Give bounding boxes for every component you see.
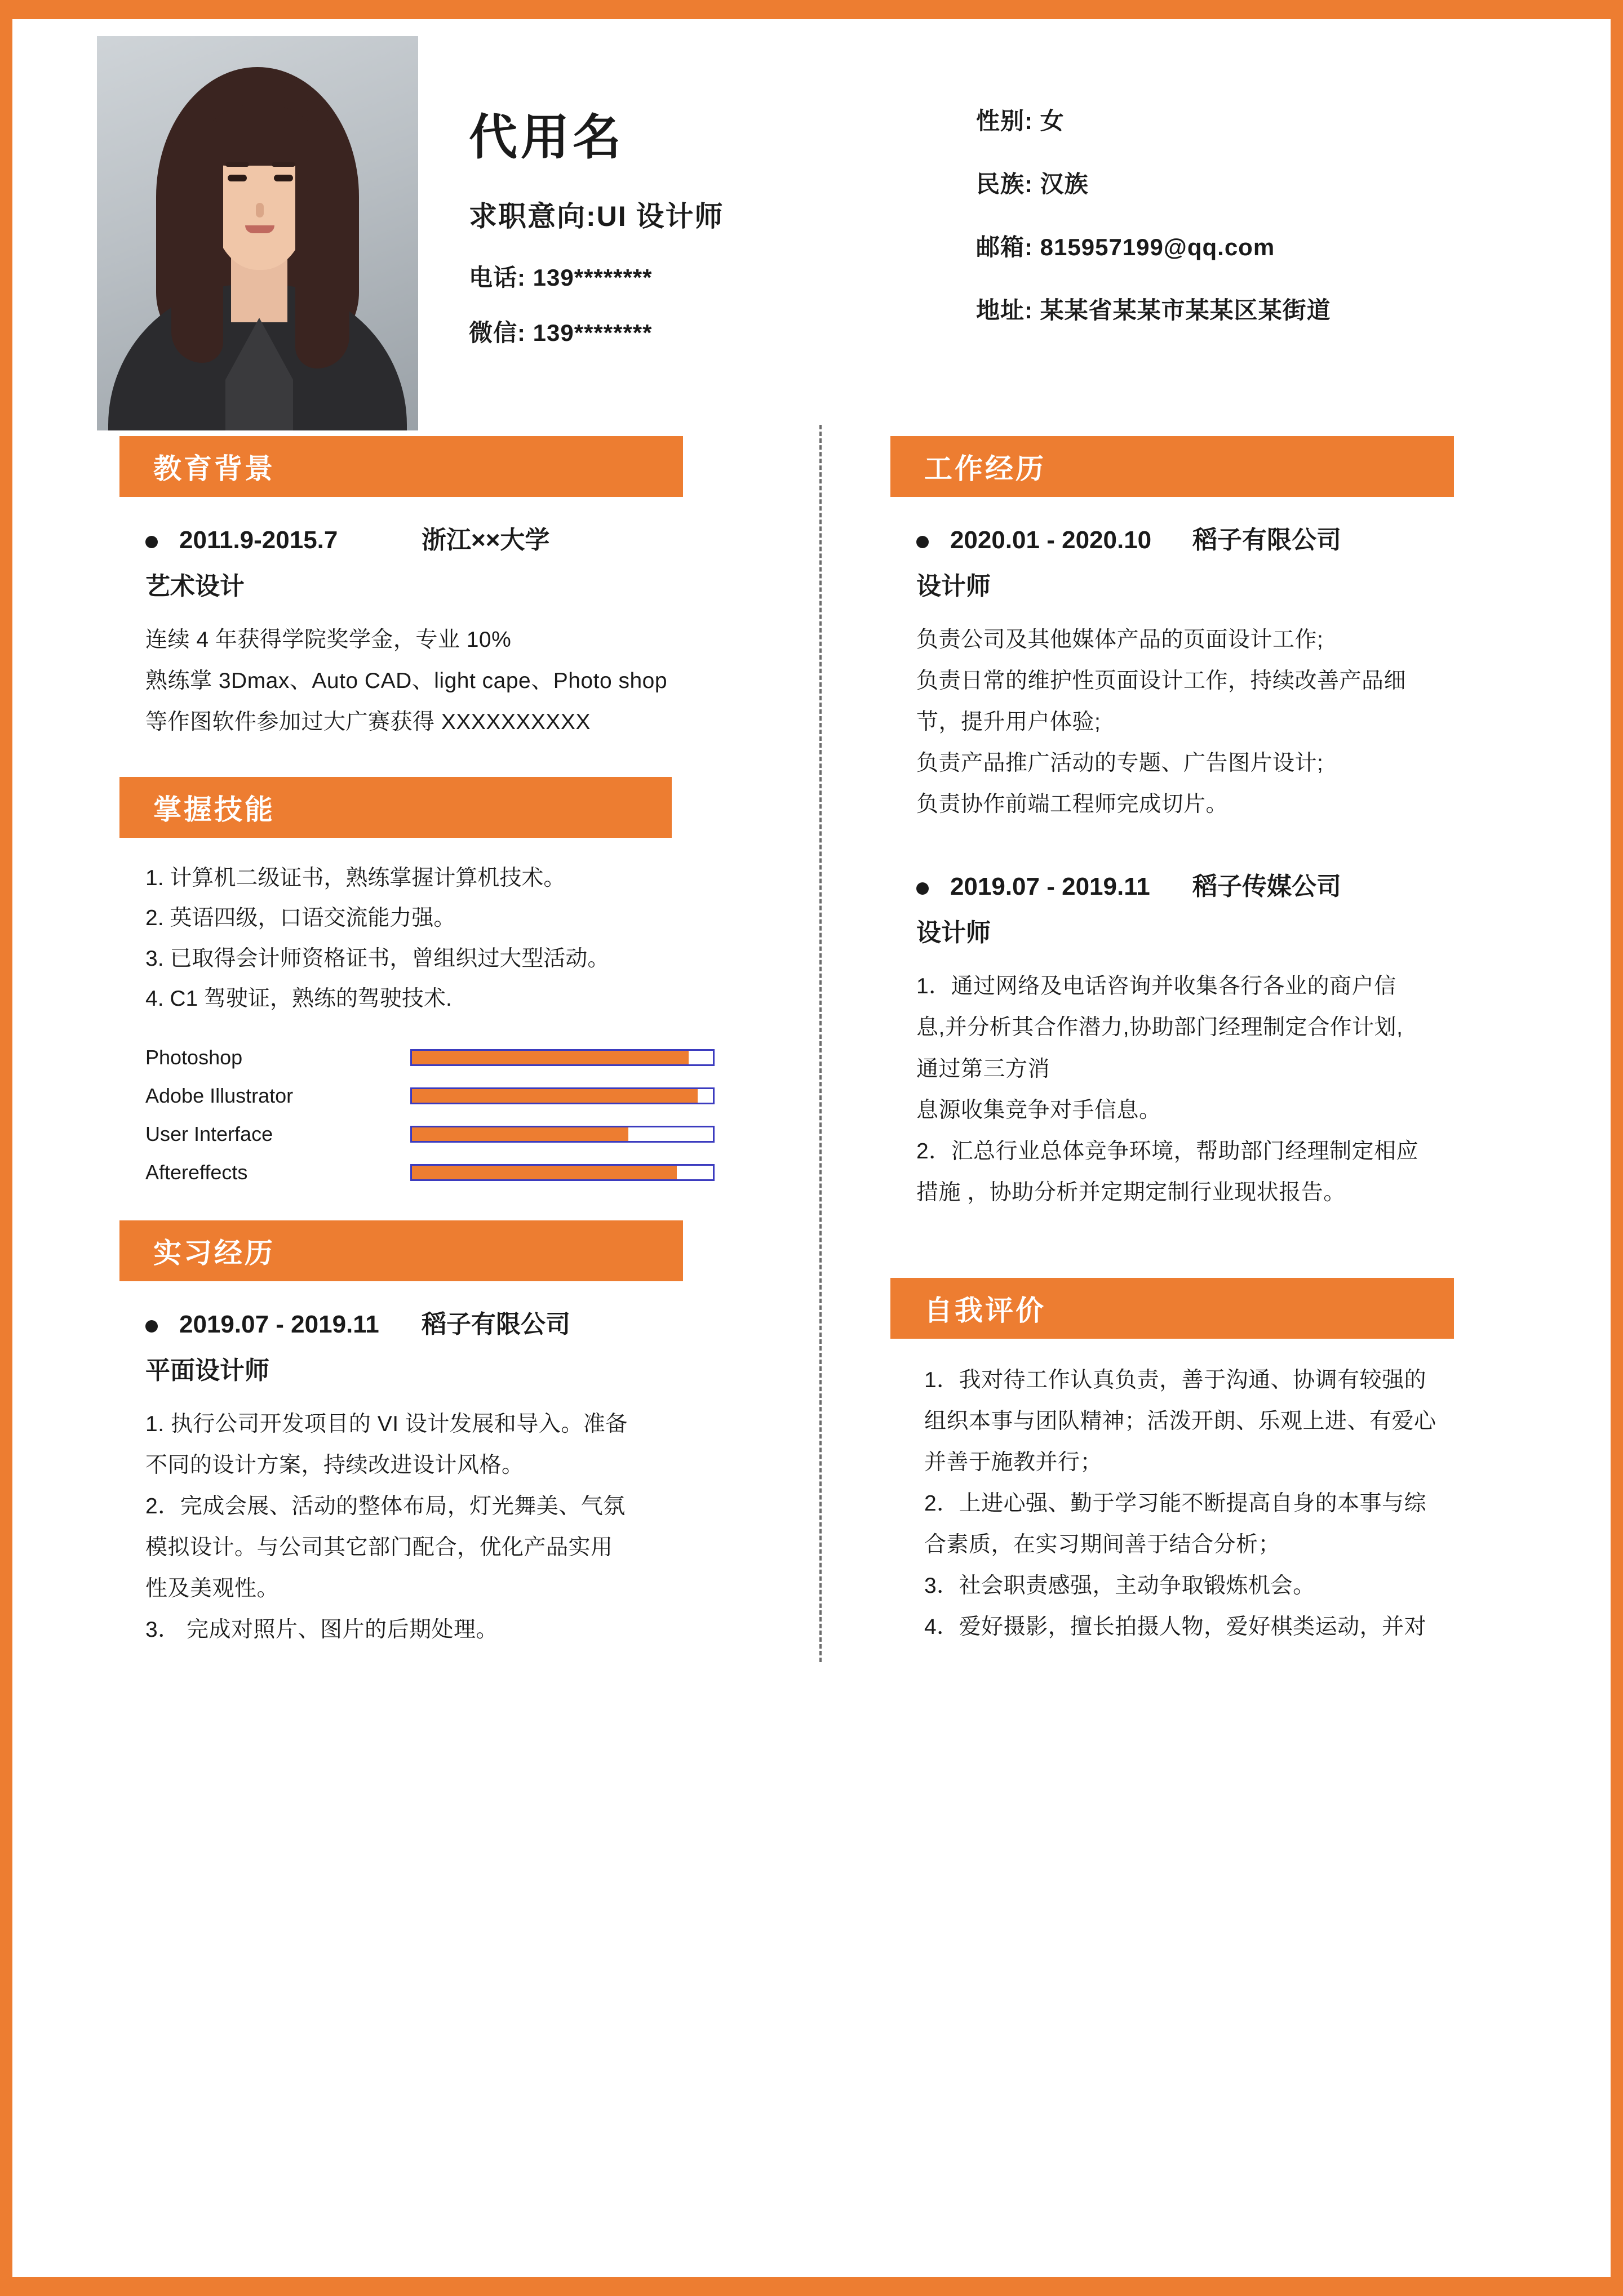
skill-bar — [410, 1049, 715, 1066]
skill-bar — [410, 1164, 715, 1181]
self-line: 2．上进心强、勤于学习能不断提高自身的本事与综 — [924, 1491, 1427, 1516]
section-title-self-evaluation: 自我评价 — [890, 1278, 1454, 1339]
work-entry — [890, 519, 1554, 823]
work-line: 通过第三方消 — [916, 1056, 1050, 1081]
work-role: 设计师 — [916, 572, 991, 600]
internship-details — [119, 1405, 789, 1649]
section-title-internship: 实习经历 — [119, 1220, 683, 1281]
skill-bars — [119, 1046, 789, 1184]
bullet-dot-icon — [916, 882, 929, 895]
list-item: 4. C1 驾驶证，熟练的驾驶技术. — [145, 986, 452, 1011]
internship-line: 2．完成会展、活动的整体布局，灯光舞美、气氛 — [145, 1494, 626, 1519]
skill-label: Aftereffects — [145, 1160, 248, 1184]
body-columns — [12, 436, 1611, 1685]
self-line: 3．社会职责感强，主动争取锻炼机会。 — [924, 1574, 1315, 1598]
column-divider — [819, 425, 822, 1662]
internship-date: 2019.07 - 2019.11 — [179, 1310, 379, 1338]
self-line: 合素质，在实习期间善于结合分析； — [924, 1533, 1280, 1557]
work-line: 措施 ，协助分析并定期定制行业现状报告。 — [916, 1180, 1346, 1205]
skill-row — [145, 1046, 789, 1069]
page-title: 代用名 — [469, 110, 624, 165]
self-line: 组织本事与团队精神；活泼开朗、乐观上进、有爱心 — [924, 1409, 1436, 1433]
work-line: 负责公司及其他媒体产品的页面设计工作; — [916, 628, 1324, 652]
address-text: 地址: 某某省某某市某某区某街道 — [976, 297, 1331, 323]
right-column — [812, 436, 1577, 1685]
self-evaluation-details — [890, 1361, 1554, 1646]
section-education — [119, 436, 789, 741]
list-item: 1. 计算机二级证书，熟练掌握计算机技术。 — [145, 866, 566, 891]
bullet-dot-icon — [145, 1320, 158, 1333]
internship-line: 3． 完成对照片、图片的后期处理。 — [145, 1618, 499, 1642]
gender-text: 性别: 女 — [976, 108, 1065, 134]
work-company: 稻子传媒公司 — [1192, 873, 1341, 901]
section-title-education: 教育背景 — [119, 436, 683, 497]
skill-bar — [410, 1087, 715, 1104]
education-line: 连续 4 年获得学院奖学金，专业 10% — [145, 628, 512, 652]
education-details — [119, 621, 789, 741]
job-objective: 求职意向:UI 设计师 — [469, 201, 724, 232]
internship-line: 性及美观性。 — [145, 1576, 280, 1601]
education-school: 浙江××大学 — [422, 526, 550, 554]
list-item: 3. 已取得会计师资格证书，曾组织过大型活动。 — [145, 946, 610, 971]
email-text: 邮箱: 815957199@qq.com — [976, 234, 1275, 260]
section-title-skills: 掌握技能 — [119, 777, 672, 838]
work-company: 稻子有限公司 — [1192, 526, 1341, 554]
work-date: 2019.07 - 2019.11 — [950, 873, 1150, 901]
header — [12, 19, 1611, 430]
skill-bar — [410, 1126, 715, 1143]
work-line: 负责日常的维护性页面设计工作，持续改善产品细 — [916, 669, 1406, 694]
work-line: 节，提升用户体验; — [916, 710, 1101, 735]
section-title-work: 工作经历 — [890, 436, 1454, 497]
work-line: 息,并分析其合作潜力,协助部门经理制定合作计划, — [916, 1015, 1403, 1040]
internship-line: 1. 执行公司开发项目的 VI 设计发展和导入。准备 — [145, 1411, 628, 1436]
left-column — [46, 436, 812, 1685]
section-self-evaluation — [890, 1278, 1554, 1646]
education-date: 2011.9-2015.7 — [179, 526, 338, 554]
internship-role: 平面设计师 — [145, 1356, 269, 1384]
education-line: 熟练掌 3Dmax、Auto CAD、light cape、Photo shop — [145, 669, 668, 694]
education-entry — [119, 519, 789, 556]
skill-row — [145, 1122, 789, 1146]
work-role: 设计师 — [916, 919, 991, 947]
work-date: 2020.01 - 2020.10 — [950, 526, 1152, 554]
section-skills — [119, 777, 789, 1184]
skill-label: Photoshop — [145, 1045, 243, 1069]
resume-inner — [12, 19, 1611, 2277]
bullet-dot-icon — [145, 536, 158, 548]
section-work — [890, 436, 1554, 1211]
self-line: 4．爱好摄影，擅长拍摄人物，爱好棋类运动，并对 — [924, 1615, 1427, 1640]
phone-text: 电话: 139******** — [469, 264, 653, 291]
avatar — [97, 36, 418, 430]
work-line: 息源收集竞争对手信息。 — [916, 1098, 1161, 1122]
work-entry — [890, 866, 1554, 1211]
skill-row — [145, 1084, 789, 1108]
education-major: 艺术设计 — [145, 572, 245, 600]
internship-entry — [119, 1304, 789, 1340]
self-line: 并善于施教并行； — [924, 1450, 1102, 1475]
skill-label: User Interface — [145, 1122, 273, 1145]
work-line: 负责协作前端工程师完成切片。 — [916, 792, 1228, 817]
work-details — [890, 967, 1554, 1211]
wechat-text: 微信: 139******** — [469, 319, 653, 346]
work-line: 1．通过网络及电话咨询并收集各行各业的商户信 — [916, 974, 1396, 999]
work-line: 2．汇总行业总体竞争环境，帮助部门经理制定相应 — [916, 1139, 1419, 1163]
skills-list — [119, 860, 789, 1016]
internship-line: 不同的设计方案，持续改进设计风格。 — [145, 1453, 524, 1477]
skill-row — [145, 1161, 789, 1184]
work-line: 负责产品推广活动的专题、广告图片设计; — [916, 751, 1324, 776]
internship-company: 稻子有限公司 — [422, 1310, 570, 1338]
section-internship — [119, 1220, 789, 1649]
work-details — [890, 621, 1554, 823]
skill-label: Adobe Illustrator — [145, 1083, 294, 1107]
header-info — [418, 36, 1577, 370]
self-line: 1．我对待工作认真负责，善于沟通、协调有较强的 — [924, 1367, 1427, 1392]
bullet-dot-icon — [916, 536, 929, 548]
list-item: 2. 英语四级，口语交流能力强。 — [145, 906, 456, 931]
education-line: 等作图软件参加过大广赛获得 XXXXXXXXXX — [145, 710, 591, 735]
internship-line: 模拟设计。与公司其它部门配合，优化产品实用 — [145, 1535, 613, 1560]
ethnicity-text: 民族: 汉族 — [976, 171, 1089, 197]
